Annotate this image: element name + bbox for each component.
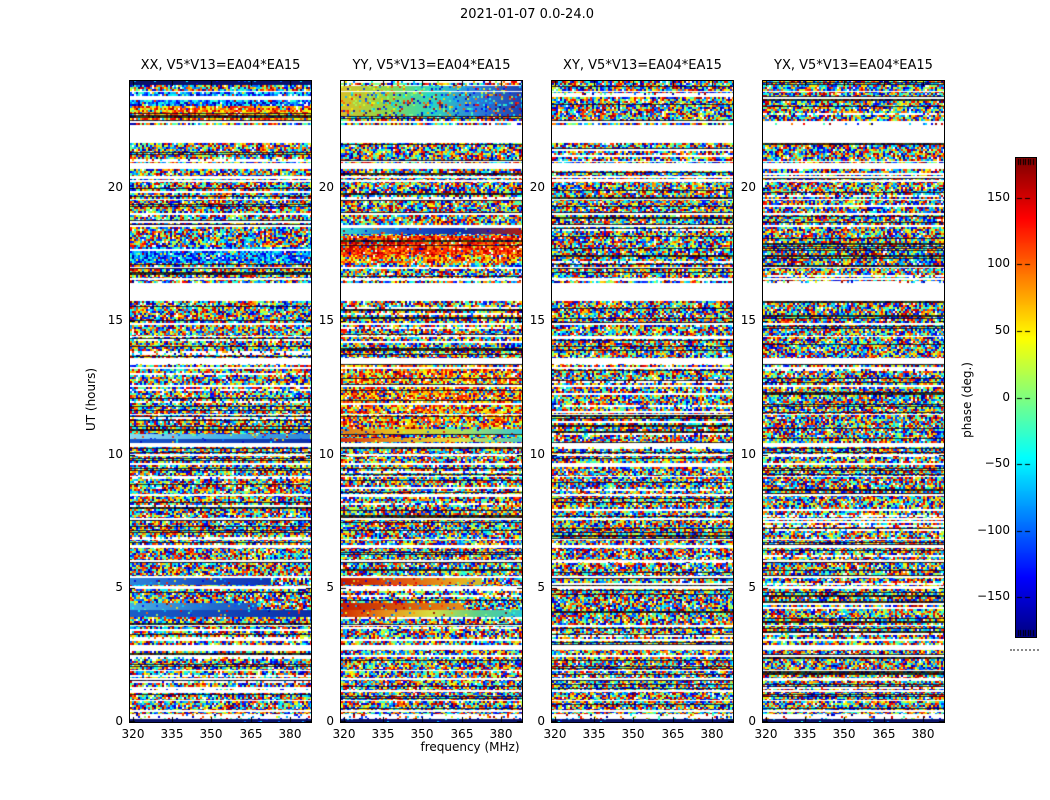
y-tick-label: 0 <box>537 714 545 728</box>
colorbar <box>1015 157 1037 638</box>
x-tick-label: 320 <box>543 727 567 741</box>
x-tick-label: 365 <box>661 727 685 741</box>
x-tick-label: 320 <box>754 727 778 741</box>
y-axis-label: UT (hours) <box>84 368 98 432</box>
y-tick-label: 20 <box>529 180 545 194</box>
x-tick-label: 320 <box>121 727 145 741</box>
y-tick-label: 20 <box>318 180 334 194</box>
x-tick-label: 365 <box>239 727 263 741</box>
y-tick-label: 15 <box>740 313 756 327</box>
x-tick-label: 350 <box>621 727 645 741</box>
x-axis-label: frequency (MHz) <box>420 740 520 754</box>
x-tick-label: 335 <box>582 727 606 741</box>
y-tick-label: 15 <box>318 313 334 327</box>
y-tick-label: 10 <box>740 447 756 461</box>
x-tick-label: 365 <box>450 727 474 741</box>
x-tick-label: 335 <box>793 727 817 741</box>
subplot-title-xx: XX, V5*V13=EA04*EA15 <box>140 58 301 73</box>
y-tick-label: 5 <box>537 580 545 594</box>
waterfall-canvas-xy <box>551 80 734 723</box>
colorbar-tick-label: 0 <box>1002 390 1010 404</box>
x-tick-label: 380 <box>700 727 724 741</box>
y-tick-label: 5 <box>326 580 334 594</box>
x-tick-label: 380 <box>489 727 513 741</box>
y-tick-label: 20 <box>107 180 123 194</box>
colorbar-tick-label: 100 <box>987 256 1010 270</box>
subplot-title-yy: YY, V5*V13=EA04*EA15 <box>352 58 511 73</box>
subplot-title-yx: YX, V5*V13=EA04*EA15 <box>774 58 933 73</box>
x-tick-label: 350 <box>832 727 856 741</box>
subplot-title-xy: XY, V5*V13=EA04*EA15 <box>563 58 722 73</box>
colorbar-tick-label: 50 <box>994 323 1010 337</box>
x-tick-label: 320 <box>332 727 356 741</box>
colorbar-label: phase (deg.) <box>960 362 974 438</box>
x-tick-label: 335 <box>371 727 395 741</box>
colorbar-tick-label: −50 <box>984 456 1010 470</box>
waterfall-canvas-yy <box>340 80 523 723</box>
x-tick-label: 335 <box>160 727 184 741</box>
y-tick-label: 15 <box>107 313 123 327</box>
y-tick-label: 5 <box>115 580 123 594</box>
x-tick-label: 365 <box>872 727 896 741</box>
waterfall-canvas-yx <box>762 80 945 723</box>
y-tick-label: 10 <box>107 447 123 461</box>
y-tick-label: 20 <box>740 180 756 194</box>
x-tick-label: 350 <box>410 727 434 741</box>
colorbar-tick-label: −100 <box>977 523 1010 537</box>
x-tick-label: 350 <box>199 727 223 741</box>
waterfall-canvas-xx <box>129 80 312 723</box>
y-tick-label: 10 <box>318 447 334 461</box>
y-tick-label: 10 <box>529 447 545 461</box>
y-tick-label: 0 <box>115 714 123 728</box>
y-tick-label: 5 <box>748 580 756 594</box>
colorbar-tick-label: −150 <box>977 589 1010 603</box>
x-tick-label: 380 <box>911 727 935 741</box>
colorbar-end-dots <box>1010 649 1039 651</box>
y-tick-label: 0 <box>748 714 756 728</box>
y-tick-label: 0 <box>326 714 334 728</box>
y-tick-label: 15 <box>529 313 545 327</box>
x-tick-label: 380 <box>278 727 302 741</box>
colorbar-tick-label: 150 <box>987 190 1010 204</box>
figure-title: 2021-01-07 0.0-24.0 <box>460 7 594 22</box>
